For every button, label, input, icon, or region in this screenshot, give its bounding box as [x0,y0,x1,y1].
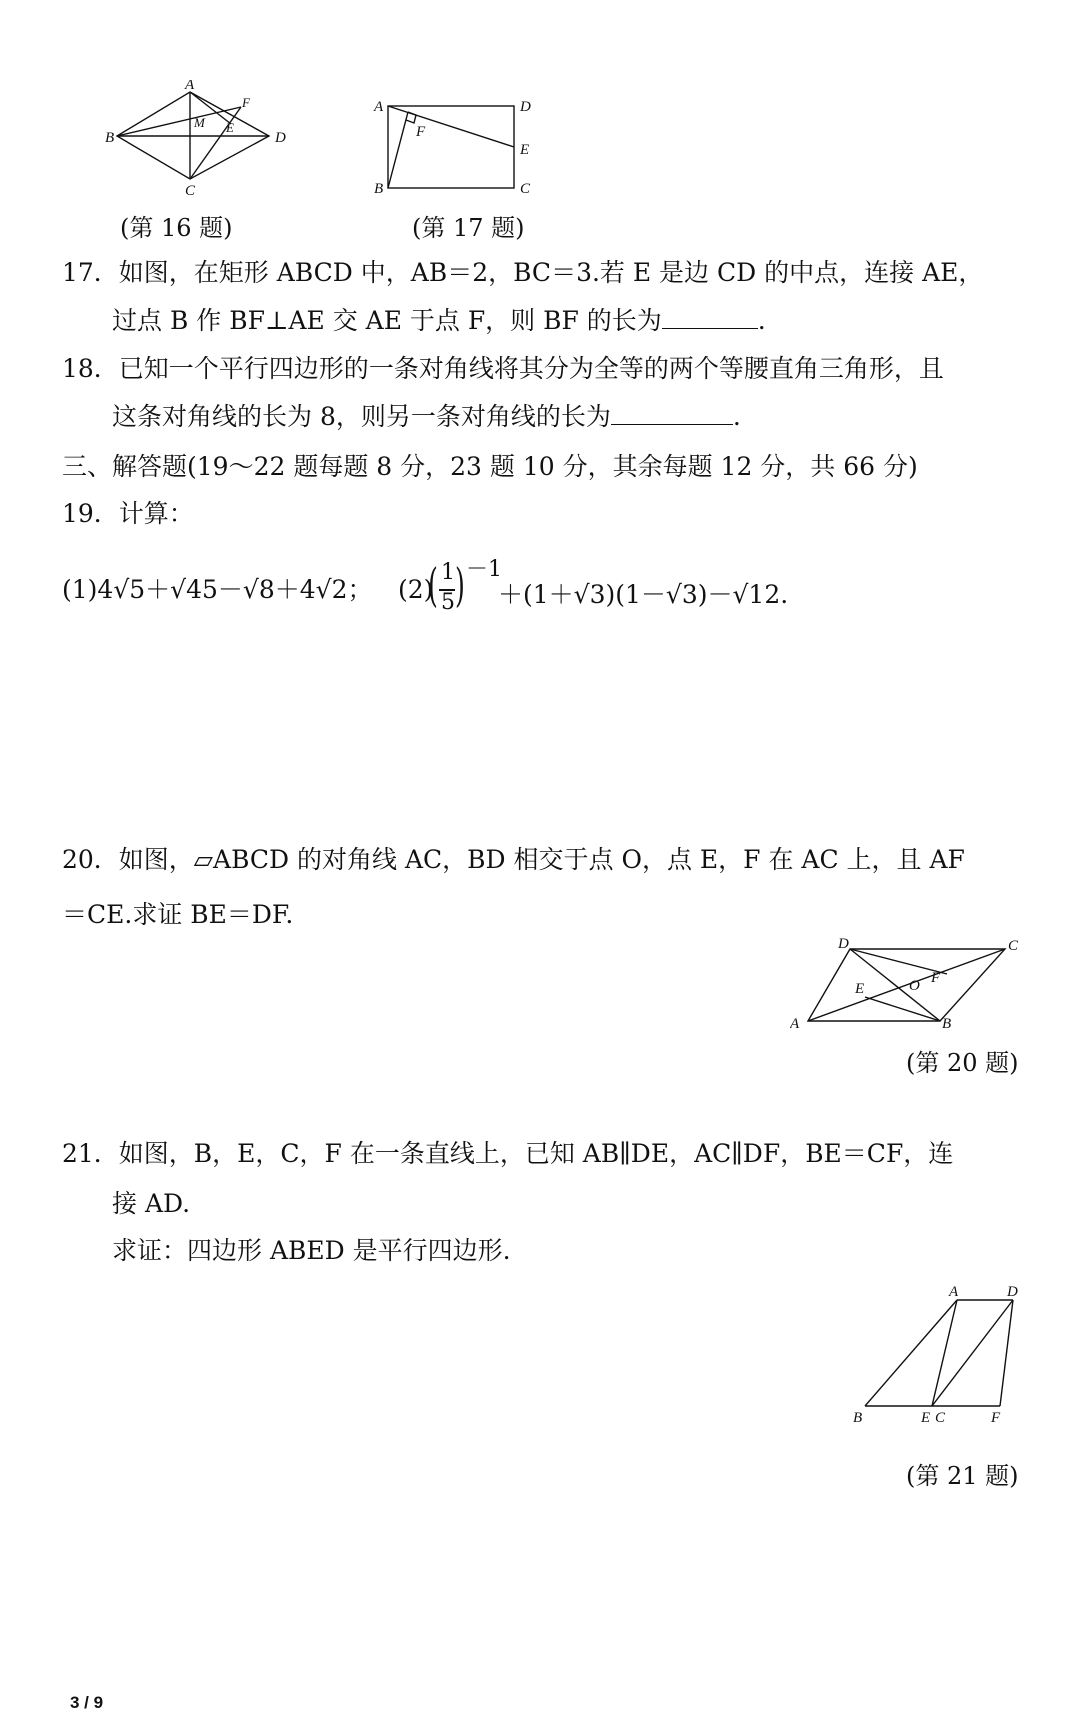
q18-line2-text: 这条对角线的长为 8，则另一条对角线的长为 [112,402,611,431]
q19-fraction-numerator: 1 [441,560,455,585]
figure-21 [845,1280,1025,1425]
right-paren-icon: ) [455,558,465,612]
svg-text:B: B [942,1016,952,1030]
svg-text:B: B [374,181,384,197]
figure-20-diagram [790,935,1030,1030]
svg-text:C: C [935,1410,946,1425]
q17-line2-text: 过点 B 作 BF⊥AE 交 AE 于点 F，则 BF 的长为 [112,306,662,335]
q19-title: 19．计算： [62,499,194,528]
q19-part2-prefix: (2) [398,575,434,604]
figure-20-caption: (第 20 题) [906,1049,1019,1077]
svg-text:M: M [194,115,205,130]
svg-text:F: F [991,1410,1001,1425]
svg-text:A: A [185,80,195,93]
svg-text:D: D [520,99,531,115]
q17-line2-end: . [757,306,766,335]
svg-text:A: A [949,1284,959,1300]
figure-16-caption: (第 16 题) [120,214,233,242]
q17-line1: 17．如图，在矩形 ABCD 中，AB＝2，BC＝3.若 E 是边 CD 的中点，连接 AE， [62,258,984,287]
svg-text:F: F [416,124,426,140]
q20-line2: ＝CE.求证 BE＝DF. [62,900,294,929]
svg-text:F: F [931,970,941,986]
svg-text:A: A [790,1016,800,1030]
svg-text:E: E [921,1410,931,1425]
svg-text:D: D [275,130,286,146]
figure-20 [790,935,1030,1030]
q19-part2-rest: ＋(1＋√3)(1－√3)－√12. [498,580,789,609]
q19-exponent: －1 [466,557,502,582]
section-three-heading: 三、解答题(19～22 题每题 8 分，23 题 10 分，其余每题 12 分，共 66 分) [62,452,918,481]
q18-line2-end: . [732,402,741,431]
q18-line2 [112,400,741,434]
svg-text:E: E [855,981,865,997]
svg-text:C: C [185,183,196,199]
svg-text:E: E [226,120,234,135]
q21-line2: 接 AD. [112,1189,191,1218]
q19-fraction-denominator: 5 [441,590,455,615]
figure-17-diagram [370,92,550,204]
q18-line1: 18．已知一个平行四边形的一条对角线将其分为全等的两个等腰直角三角形，且 [62,354,944,383]
q19-part1: (1)4√5＋√45－√8＋4√2； [62,575,373,604]
q19-fraction [428,558,468,620]
figure-17 [370,92,550,204]
q21-line1: 21．如图，B，E，C，F 在一条直线上，已知 AB∥DE，AC∥DF，BE＝CF，连 [62,1139,954,1168]
svg-text:A: A [374,99,384,115]
q17-line2 [112,304,766,338]
q21-line3: 求证：四边形 ABED 是平行四边形. [112,1236,511,1265]
svg-text:B: B [105,130,115,146]
svg-text:E: E [520,142,530,158]
q20-line1: 20．如图，▱ABCD 的对角线 AC，BD 相交于点 O，点 E，F 在 AC 上，且 AF [62,845,965,874]
svg-text:O: O [909,978,920,994]
svg-text:C: C [520,181,531,197]
svg-text:B: B [853,1410,863,1425]
figure-21-caption: (第 21 题) [906,1462,1019,1490]
q18-answer-blank[interactable] [611,400,733,425]
svg-text:D: D [838,936,849,952]
page-number: 3 / 9 [70,1693,104,1712]
figure-16 [105,80,305,205]
figure-16-diagram [105,80,305,205]
svg-text:C: C [1008,938,1019,954]
figure-21-diagram [845,1280,1025,1425]
figure-17-caption: (第 17 题) [412,214,525,242]
svg-text:D: D [1007,1284,1018,1300]
q17-answer-blank[interactable] [662,304,758,329]
left-paren-icon: ( [428,558,438,612]
svg-text:F: F [242,95,250,110]
